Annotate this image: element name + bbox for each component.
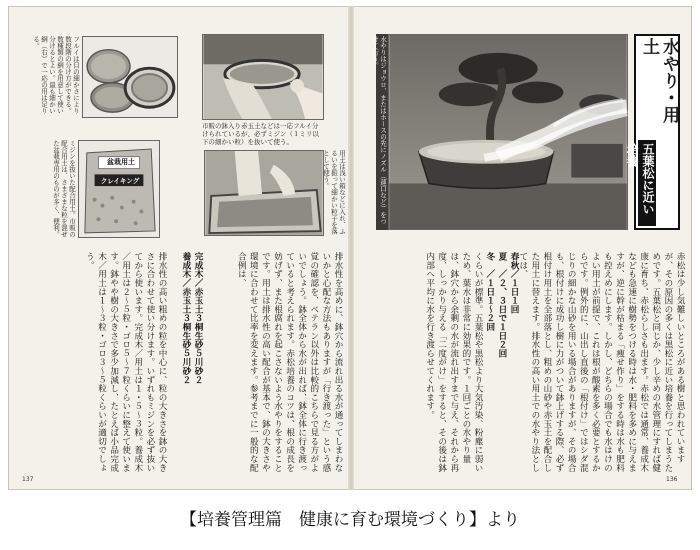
watering-schedule	[484, 252, 520, 474]
soil-mix-training: 養成木／赤玉土３桐生砂５川砂２	[180, 252, 191, 384]
section-subtitle: 五葉松に近い培養	[638, 140, 656, 226]
sieves-photo-caption: フルイは目の細かさにより数段階の分け方ができる。数種類の網を用意して使い分けるとよい。最も細かい網（右）で一応の用は足りる。	[32, 36, 80, 114]
sifting-hands-caption: 市販の鉢入り赤玉土などは一応フルイ分けられているが、必ずミジン（１ミリ以下の細かい粒）を抜いて使う。	[202, 122, 319, 146]
left-page-body	[204, 252, 344, 474]
schedule-winter: 冬 ／１日１〜２回	[484, 252, 495, 332]
right-body-paragraph-2: くらいが標準。五葉松や黒松より大気汚染、粉塵に弱いため、葉水は非常に効果的です。１回ごとの水やり量は、鉢穴から余剰の水が流れ出すまで与え、それから再度、しっかり与える「二度がけ」をすると、その後は鉢内部へ平均に水を行き渡らせてくれます。	[424, 252, 483, 472]
sieves-photo	[82, 36, 178, 118]
schedule-spring-autumn: 春秋／１日１回	[509, 252, 519, 314]
left-page-body-2	[44, 252, 168, 474]
soil-bag-label: クレイキング	[100, 177, 140, 185]
source-caption: 【培養管理篇 健康に育む環境づくり】より	[180, 510, 520, 530]
right-page-body-2	[372, 252, 484, 474]
right-body-paragraph: 赤松は少し気難しいところがある樹と思われていますが、その原因の多くは黒松に近い培養を行ってしまうためです。五葉松と同じか、少し辛めの水管理にすれば健康に育ち、赤松らしさも出ます。赤松では通常、養成木なども急速に樹勢をつける時は水・肥料を多めに与えますが、逆に幹が枯まる「痩せ作り」をする時は水も肥料も控えめにします。しかし、どちらの場合でも水はけのよい用土が前提で、これは根が酸素を多く必要とするからです。例外的に、山出し直後の「根付け」ではシダ混じりの細かな山砂を用いる場合がありますが、その場合も、根付けに成功し樹に力がついて鉢上げする際、必ず根付け用土を全部落とし、粗めの山砂や赤玉土を配合した用土に替えます。排水性の高い用土での水やり法としては、	[517, 252, 685, 472]
right-page-number: 136	[666, 476, 678, 483]
left-body-paragraph: 排水性を高めに、鉢穴から流れ出る水が通ってしまわないかと心配な方法もありますが「行き渡った」という感覚の確認を、ベテラン以外は比較的こちらで見る方がよいでしょう。鉢全体から水が出れば、鉢全体に行き渡っていると考えられます。赤松培養のコツは、根の成長を妨げず、また根腐れを起こさないよう水やりをすることです。用土は排水性の高い配合が基本で、鉢の大きさや環境に合わせて比率を変えます。参考までに一般的な配合例は、	[236, 252, 343, 472]
soil-bag-caption: ミジンを抜いた配合用土。市販の配合用土は、さまざまな粒を混ぜた盆栽専用のものが多く、便利。	[52, 140, 76, 238]
left-body-paragraph-2: 排水性の高い粗めの粒を中心に、粒の大きさを鉢の大きさに合わせて使い分けます。いずれもミジンを必ず抜いてから使います。完成木／用土は１・５〜３粒。養成木／用土は２〜５粒・ゴロ５〜７粒くらいに整えて使います。鉢やや樹の大きさで多少加減し、たとえば小品完成木／用土は１〜３粒・ゴロ３〜５粒くらいが適切でしょう。	[84, 252, 167, 472]
soil-bag-top-label: 盆栽用土	[107, 158, 135, 166]
soil-mix-finished: 完成木／赤玉土３桐生砂５川砂２	[193, 252, 203, 384]
section-title: 水やり・用土	[639, 38, 679, 123]
book-gutter	[348, 6, 354, 490]
right-page-body	[517, 252, 686, 474]
sifting-tray-photo	[204, 150, 324, 236]
watering-bonsai-photo	[388, 34, 628, 230]
sifting-hands-photo	[202, 34, 324, 120]
watering-photo-caption: 水やりはジョウロ、またはホースの先にノズル（蓮口など）をつけて行う。	[376, 34, 388, 230]
schedule-summer: 夏 ／２、３日で１日２回	[496, 252, 507, 358]
left-page-number: 137	[22, 476, 34, 483]
sifting-tray-caption: 用土は浅い箱などに入れ、ふるいを振って細かい粒子を落として使う。	[322, 150, 346, 235]
soil-bag-photo	[78, 140, 160, 238]
left-page-mix	[168, 252, 204, 474]
